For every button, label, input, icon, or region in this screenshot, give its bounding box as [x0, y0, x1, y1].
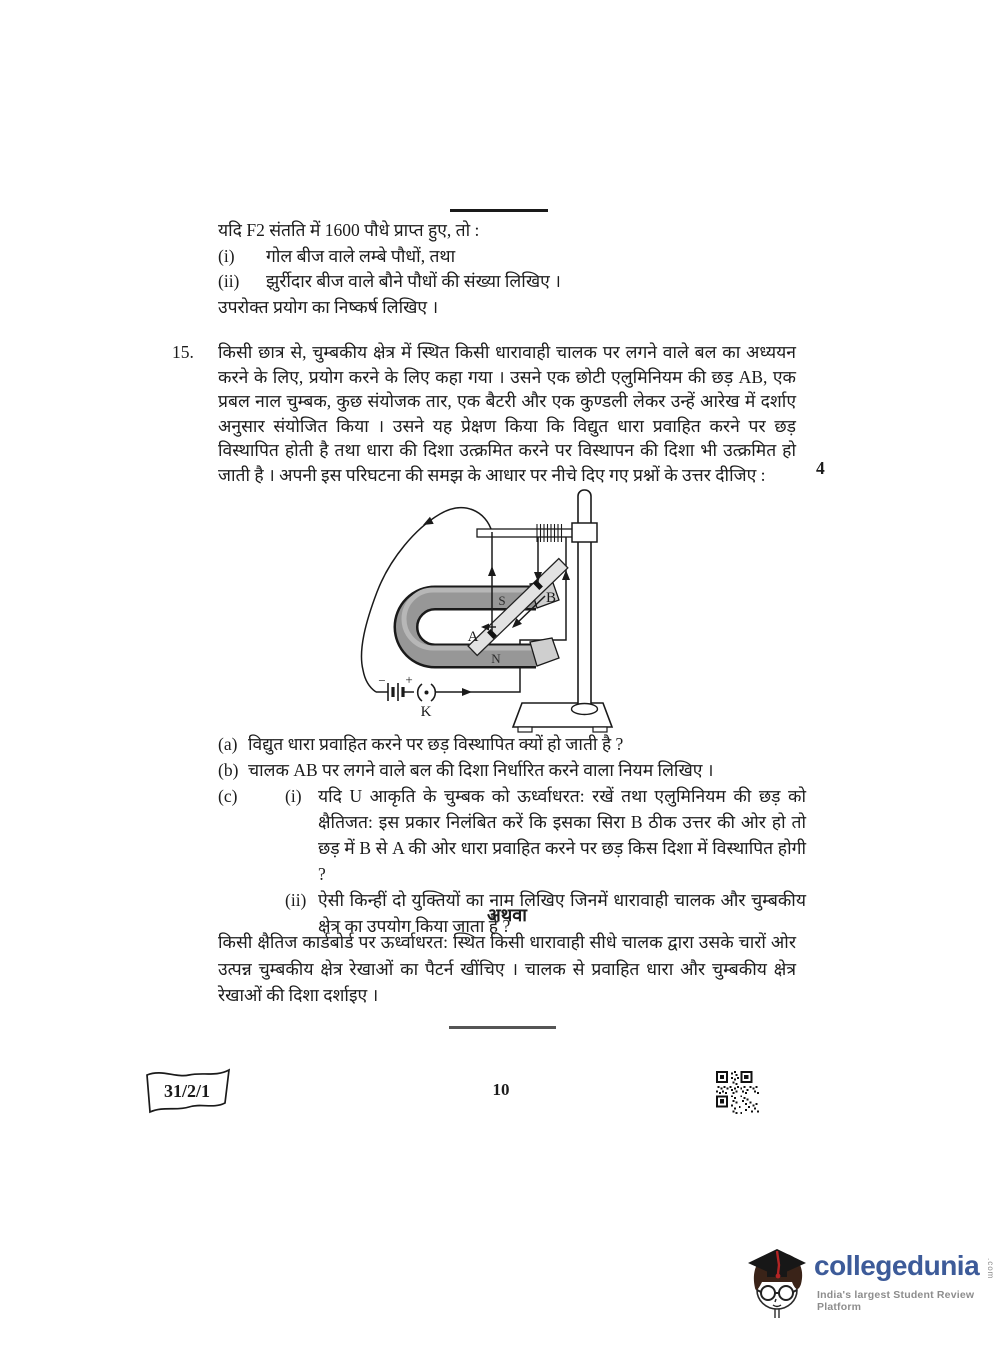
sub-question-text: यदि U आकृति के चुम्बक को ऊर्ध्वाधरत: रखें तथा एलुमिनियम की छड़ को क्षैतिजत: इस प्रकार निलंबित करें कि इसका सिरा B ठीक उत्तर की ओर हो तो छड़ में B से A की ओर धारा प्रवाहित करने पर छड़ किस दिशा में विस्थापित होगी ? [318, 786, 806, 884]
rod-label-a: A [467, 629, 479, 645]
marks-value: 4 [816, 458, 825, 478]
collegedunia-logo [740, 1238, 1000, 1330]
question-number: 15. [172, 342, 194, 362]
sub-question-a [218, 731, 806, 757]
battery-minus-label: − [378, 673, 386, 688]
sub-question-text: ऐसी किन्हीं दो युक्तियों का नाम लिखिए जिनमें धारावाही चालक और चुम्बकीय क्षेत्र का उपयोग किया जाता है ? [318, 890, 806, 936]
intro-conclusion: उपरोक्त प्रयोग का निष्कर्ष लिखिए । [218, 296, 439, 317]
intro-block [218, 218, 798, 320]
sub-question-label: (c) [218, 786, 238, 806]
section-divider-top [450, 209, 548, 212]
list-item [218, 244, 798, 270]
sub-question-label: (b) [218, 760, 239, 780]
list-item-label: (ii) [218, 271, 240, 291]
pole-label-n: N [491, 651, 501, 666]
or-question-text: किसी क्षैतिज कार्डबोर्ड पर ऊर्ध्वाधरत: स्थित किसी धारावाही सीधे चालक द्वारा उसके चारों ओर उत्पन्न चुम्बकीय क्षेत्र रेखाओं का पैटर्न खींचिए । चालक से प्रवाहित धारा और चुम्बकीय क्षेत्र रेखाओं की दिशा दर्शाइए । [218, 932, 796, 1005]
mascot-icon [740, 1238, 814, 1326]
intro-lead: यदि F2 संतति में 1600 पौधे प्राप्त हुए, तो : [218, 220, 480, 240]
list-item-label: (i) [218, 245, 235, 266]
sub-question-label: (a) [218, 734, 238, 754]
question-15 [172, 340, 806, 488]
brand-domain: .com [986, 1258, 995, 1280]
page-number: 10 [492, 1080, 510, 1099]
or-heading: अथवा [487, 905, 527, 925]
qr-code [716, 1070, 760, 1116]
list-item-text: झुर्रीदार बीज वाले बौने पौधों की संख्या लिखिए । [266, 271, 561, 291]
retort-stand [477, 490, 612, 732]
plug-key [418, 684, 436, 720]
sub-question-sublabel: (i) [285, 786, 302, 806]
key-label: K [420, 704, 432, 720]
current-arrow [488, 566, 496, 576]
sub-question-text: विद्युत धारा प्रवाहित करने पर छड़ विस्थापित क्यों हो जाती है ? [248, 734, 624, 754]
stand-collar [572, 704, 598, 715]
rod-label-b: B [545, 590, 557, 606]
stand-clamp [572, 523, 597, 542]
brand-name: collegedunia [814, 1250, 980, 1281]
battery [376, 672, 414, 701]
circuit-diagram [330, 484, 702, 742]
sub-question-c-i [218, 783, 806, 887]
brand-tagline: India's largest Student Review Platform [817, 1289, 975, 1313]
list-item [218, 269, 798, 295]
question-body: किसी छात्र से, चुम्बकीय क्षेत्र में स्थित किसी धारावाही चालक पर लगने वाले बल का अध्ययन करने के लिए, प्रयोग करने के लिए कहा गया । उसने एक छोटी एलुमिनियम की छड़ AB, एक प्रबल नाल चुम्बक, कुछ संयोजक तार, एक बैटरी और एक कुण्डली लेकर उन्हें आरेख में दर्शाए अनुसार संयोजित किया । उसने यह प्रेक्षण किया कि विद्युत धारा प्रवाहित करने पर छड़ विस्थापित होती है तथा धारा की दिशा उत्क्रमित करने पर विस्थापन की दिशा भी उत्क्रमित हो जाती है । अपनी इस परिघटना की समझ के आधार पर नीचे दिए गए प्रश्नों के उत्तर दीजिए : [218, 342, 796, 485]
battery-plus-label: + [405, 672, 413, 687]
list-item-text: गोल बीज वाले लम्बे पौधों, तथा [266, 245, 456, 266]
sub-question-b [218, 757, 806, 783]
pole-label-s: S [498, 593, 506, 608]
sub-question-sublabel: (ii) [285, 890, 307, 910]
paper-code: 31/2/1 [163, 1081, 211, 1101]
section-divider-bottom [449, 1026, 556, 1029]
current-arrow [462, 688, 472, 696]
sub-question-text: चालक AB पर लगने वाले बल की दिशा निर्धारित करने वाला नियम लिखिए । [248, 760, 714, 780]
